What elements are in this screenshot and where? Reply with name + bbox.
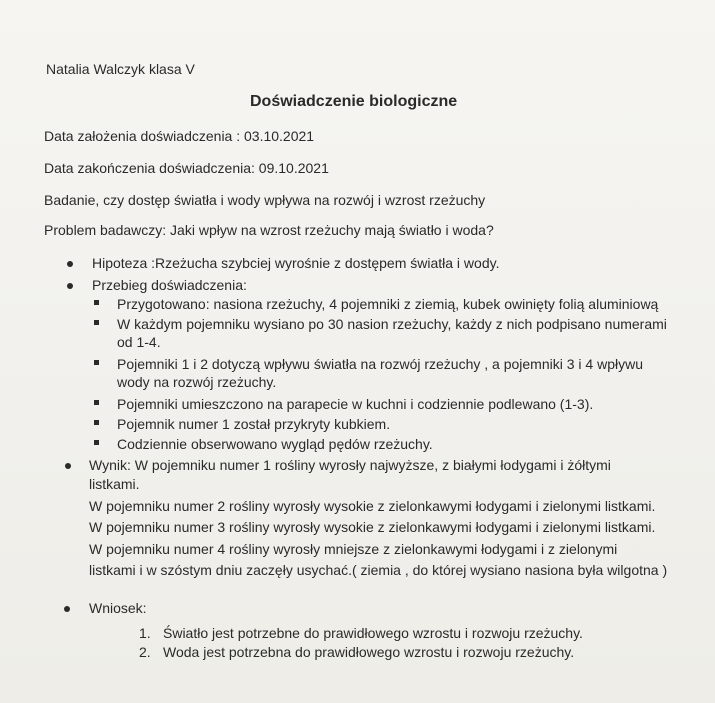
conclusion-number: 1. (139, 625, 151, 641)
square-bullet-icon (94, 420, 99, 425)
result-line: W pojemniku numer 2 rośliny wyrosły wysokie z zielonkawymi łodygami i zielonymi listkami. (89, 498, 656, 514)
result-line: Wynik: W pojemniku numer 1 rośliny wyrosły najwyższe, z białymi łodygami i żółtymi (89, 457, 611, 473)
conclusion-item: Światło jest potrzebne do prawidłowego wzrostu i rozwoju rzeżuchy. (163, 625, 583, 641)
procedure-step: Pojemniki umieszczono na parapecie w kuchni i codziennie podlewano (1-3). (117, 396, 594, 412)
square-bullet-icon (94, 300, 99, 305)
procedure-step-continued: od 1-4. (117, 334, 161, 350)
procedure-step: Codziennie obserwowano wygląd pędów rzeżuchy. (117, 436, 433, 452)
author-line: Natalia Walczyk klasa V (46, 61, 195, 77)
conclusion-number: 2. (139, 644, 151, 660)
document-title: Doświadczenie biologiczne (250, 93, 458, 110)
procedure-heading: Przebieg doświadczenia: (92, 277, 247, 293)
research-problem: Problem badawczy: Jaki wpływ na wzrost rzeżuchy mają światło i woda? (44, 222, 494, 238)
procedure-step: Przygotowano: nasiona rzeżuchy, 4 pojemniki z ziemią, kubek owinięty folią aluminiową (117, 296, 659, 312)
bullet-icon (67, 261, 73, 267)
hypothesis: Hipoteza :Rzeżucha szybciej wyrośnie z dostępem światła i wody. (92, 255, 500, 271)
result-line: listkami i w szóstym dniu zaczęły usychać.( ziemia , do której wysiano nasiona była wilgotna ) (89, 562, 668, 578)
procedure-step-continued: wody na rozwój rzeżuchy. (117, 374, 277, 390)
square-bullet-icon (94, 440, 99, 445)
square-bullet-icon (94, 320, 99, 325)
conclusion-item: Woda jest potrzebna do prawidłowego wzrostu i rozwoju rzeżuchy. (163, 644, 575, 660)
square-bullet-icon (94, 400, 99, 405)
procedure-step: W każdym pojemniku wysiano po 30 nasion rzeżuchy, każdy z nich podpisano numerami (117, 316, 667, 332)
result-line: W pojemniku numer 4 rośliny wyrosły mniejsze z zielonkawymi łodygami i z zielonymi (89, 541, 618, 557)
square-bullet-icon (94, 360, 99, 365)
procedure-step: Pojemnik numer 1 został przykryty kubkiem. (117, 416, 391, 432)
result-line: listkami. (89, 476, 140, 492)
procedure-step: Pojemniki 1 i 2 dotyczą wpływu światła na rozwój rzeżuchy , a pojemniki 3 i 4 wpływu (117, 356, 643, 372)
study-description: Badanie, czy dostęp światła i wody wpływa na rozwój i wzrost rzeżuchy (44, 192, 486, 208)
bullet-icon (65, 463, 71, 469)
end-date: Data zakończenia doświadczenia: 09.10.2021 (44, 160, 329, 176)
result-line: W pojemniku numer 3 rośliny wyrosły wysokie z zielonkawymi łodygami i zielonymi listkami. (89, 519, 656, 535)
bullet-icon (67, 283, 73, 289)
start-date: Data założenia doświadczenia : 03.10.2021 (44, 128, 315, 144)
bullet-icon (64, 606, 70, 612)
conclusion-heading: Wniosek: (89, 600, 147, 616)
